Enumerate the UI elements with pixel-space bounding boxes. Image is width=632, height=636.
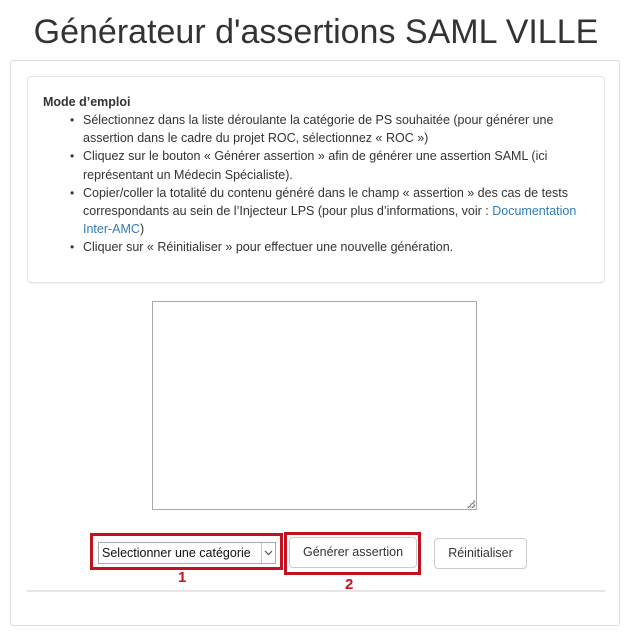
- instruction-text: Cliquer sur « Réinitialiser » pour effectuer une nouvelle génération.: [83, 240, 454, 255]
- instructions-heading: Mode d’emploi: [43, 95, 131, 109]
- instruction-text: Copier/coller la totalité du contenu généré dans le champ « assertion » des cas de tests correspondants au sein de l’Injecteur LPS (pour plus d’informations, voir :: [83, 185, 569, 219]
- instruction-text: Sélectionnez dans la liste déroulante la catégorie de PS souhaitée (pour générer une assertion dans le cadre du projet ROC, sélectionnez « ROC »): [83, 113, 554, 146]
- list-item: [70, 147, 590, 183]
- instructions-box: [27, 76, 605, 283]
- generate-assertion-button[interactable]: Générer assertion: [289, 537, 417, 568]
- instruction-text: ): [139, 222, 145, 237]
- instructions-list: [43, 111, 590, 257]
- bullet-icon: •: [70, 185, 75, 200]
- annotation-marker-1: 1: [178, 569, 187, 586]
- bullet-icon: •: [70, 113, 75, 127]
- list-item: [70, 111, 590, 147]
- assertion-textarea[interactable]: [152, 301, 477, 510]
- chevron-down-icon[interactable]: [261, 543, 275, 563]
- list-item: [70, 184, 590, 239]
- category-select[interactable]: [98, 542, 276, 564]
- main-panel: [10, 60, 620, 626]
- category-select-value: Selectionner une catégorie: [102, 546, 251, 560]
- bullet-icon: •: [70, 149, 75, 164]
- instruction-text: Cliquez sur le bouton « Générer assertion » afin de générer une assertion SAML (ici représentant un Médecin Spécialiste).: [83, 149, 548, 182]
- documentation-link[interactable]: Documentation Inter-AMC: [83, 204, 577, 237]
- resize-grip-icon[interactable]: [467, 500, 475, 508]
- divider: [27, 590, 605, 592]
- annotation-marker-2: 2: [345, 576, 354, 593]
- page-title: Générateur d'assertions SAML VILLE: [33, 13, 599, 51]
- reset-button[interactable]: Réinitialiser: [434, 538, 527, 569]
- list-item: [70, 238, 590, 256]
- bullet-icon: •: [70, 240, 75, 255]
